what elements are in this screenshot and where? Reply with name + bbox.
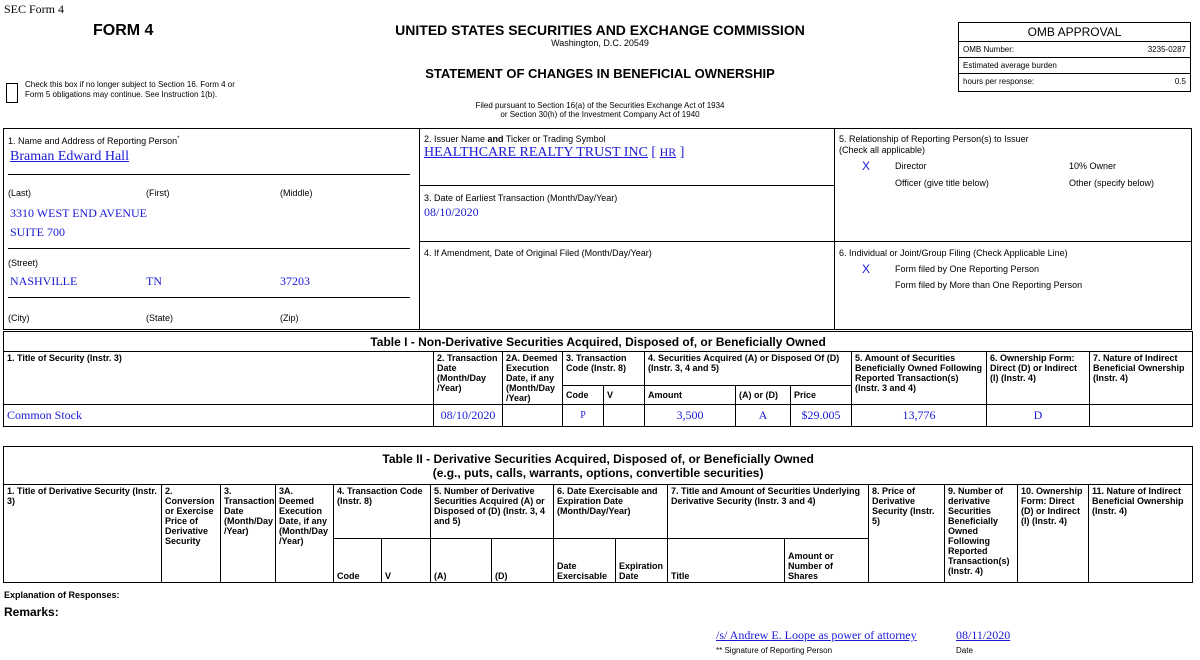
last-label: (Last) — [8, 188, 32, 198]
signature-label: ** Signature of Reporting Person — [716, 646, 833, 655]
state-value: TN — [146, 274, 162, 288]
signature-date: 08/11/2020 — [956, 628, 1011, 642]
t1-price-cell — [791, 405, 852, 427]
table-row — [4, 405, 1193, 427]
t2-h3a: 3A. Deemed Execution Date, if any (Month/Day /Year) — [276, 485, 334, 583]
t2-d-header: (D) — [492, 539, 554, 583]
t1-h2: 2. Transaction Date (Month/Day /Year) — [434, 352, 503, 405]
middle-label: (Middle) — [280, 188, 313, 198]
omb-hours-label: hours per response: — [963, 77, 1035, 86]
t1-amount-cell — [645, 405, 736, 427]
zip-value: 37203 — [280, 274, 310, 288]
t2-h2: 2. Conversion or Exercise Price of Derivative Security — [162, 485, 221, 583]
street-label: (Street) — [8, 258, 39, 268]
box2-label — [424, 134, 606, 145]
omb-number-row — [959, 41, 1190, 57]
box6-label: 6. Individual or Joint/Group Filing (Check Applicable Line) — [839, 248, 1068, 258]
t1-security-cell — [4, 405, 434, 427]
t2-h10: 10. Ownership Form: Direct (D) or Indirect (I) (Instr. 4) — [1018, 485, 1089, 583]
t1-form-cell — [987, 405, 1090, 427]
box1-label — [8, 134, 179, 147]
t2-h4: 4. Transaction Code (Instr. 8) — [334, 485, 431, 539]
omb-number-label: OMB Number: — [963, 45, 1015, 54]
t1-amount: 3,500 — [676, 408, 704, 422]
t1-date: 08/10/2020 — [440, 408, 496, 422]
box1-label-text: 1. Name and Address of Reporting Person — [8, 136, 178, 146]
explanation-label: Explanation of Responses: — [4, 590, 120, 600]
director-checkmark: X — [862, 159, 871, 173]
omb-approval-box — [958, 22, 1191, 92]
box4-label: 4. If Amendment, Date of Original Filed (Month/Day/Year) — [424, 248, 652, 258]
filed-line-2: or Section 30(h) of the Investment Company Act of 1940 — [500, 110, 700, 119]
filed-line-1: Filed pursuant to Section 16(a) of the Securities Exchange Act of 1934 — [475, 101, 725, 110]
t2-h3: 3. Transaction Date (Month/Day /Year) — [221, 485, 276, 583]
t1-v-cell — [604, 405, 645, 427]
omb-burden-row — [959, 57, 1190, 73]
t1-code-header: Code — [563, 386, 604, 405]
ticker-link[interactable]: HR — [659, 145, 677, 159]
t2-amount-shares-header: Amount or Number of Shares — [785, 539, 869, 583]
form-title: FORM 4 — [93, 22, 154, 39]
t1-aord: A — [758, 408, 768, 422]
t1-date-cell — [434, 405, 503, 427]
zip-label: (Zip) — [280, 313, 299, 323]
signature-link[interactable]: /s/ Andrew E. Loope as power of attorney — [716, 628, 917, 642]
issuer-line — [424, 145, 684, 161]
t1-h7: 7. Nature of Indirect Beneficial Ownership (Instr. 4) — [1090, 352, 1193, 405]
t1-h1: 1. Title of Security (Instr. 3) — [4, 352, 434, 405]
city-value: NASHVILLE — [10, 274, 78, 288]
filing-checkmark: X — [862, 262, 871, 276]
box1-asterisk: * — [177, 136, 180, 142]
t1-h6: 6. Ownership Form: Direct (D) or Indirect (I) (Instr. 4) — [987, 352, 1090, 405]
other-label: Other (specify below) — [1069, 178, 1155, 188]
t1-h4: 4. Securities Acquired (A) or Disposed Of (D) (Instr. 3, 4 and 5) — [645, 352, 852, 386]
commission-location: Washington, D.C. 20549 — [551, 38, 649, 48]
t1-code: P — [580, 410, 586, 421]
box2-label-and: and — [487, 134, 504, 144]
t1-price: $29.005 — [801, 408, 841, 422]
table-1 — [3, 331, 1193, 427]
t2-h6: 6. Date Exercisable and Expiration Date (Month/Day/Year) — [554, 485, 668, 539]
t2-h5: 5. Number of Derivative Securities Acquired (A) or Disposed of (D) (Instr. 3, 4 and 5) — [431, 485, 554, 539]
t2-expiration-header: Expiration Date — [616, 539, 668, 583]
t1-nature-cell — [1090, 405, 1193, 427]
t1-deemed-cell — [503, 405, 563, 427]
box3-label: 3. Date of Earliest Transaction (Month/Day/Year) — [424, 193, 618, 203]
table-2 — [3, 446, 1193, 583]
t1-h2a: 2A. Deemed Execution Date, if any (Month/Day /Year) — [503, 352, 563, 405]
omb-number-value: 3235-0287 — [1147, 45, 1186, 54]
director-label: Director — [895, 161, 927, 171]
t1-form: D — [1033, 408, 1043, 422]
t2-h11: 11. Nature of Indirect Beneficial Ownership (Instr. 4) — [1089, 485, 1193, 583]
t2-a-header: (A) — [431, 539, 492, 583]
address-line-2: SUITE 700 — [10, 225, 65, 239]
box5-sub: (Check all applicable) — [839, 145, 926, 155]
commission-title: UNITED STATES SECURITIES AND EXCHANGE COMMISSION — [395, 22, 805, 38]
remarks-label: Remarks: — [4, 605, 59, 619]
t1-v-header: V — [604, 386, 645, 405]
omb-burden-label: Estimated average burden — [963, 61, 1057, 70]
t1-amount-header: Amount — [645, 386, 736, 405]
t1-aord-cell — [736, 405, 791, 427]
t2-h9: 9. Number of derivative Securities Beneficially Owned Following Reported Transaction(s) (Instr. 4) — [945, 485, 1018, 583]
t2-date-exercisable-header: Date Exercisable — [554, 539, 616, 583]
earliest-transaction-date: 08/10/2020 — [424, 205, 479, 219]
t2-v-header: V — [382, 539, 431, 583]
box5-label: 5. Relationship of Reporting Person(s) to Issuer — [839, 134, 1029, 144]
address-line-1: 3310 WEST END AVENUE — [10, 206, 148, 220]
t1-h5: 5. Amount of Securities Beneficially Owned Following Reported Transaction(s) (Instr. 3 and 4) — [852, 352, 987, 405]
t2-h7: 7. Title and Amount of Securities Underlying Derivative Security (Instr. 3 and 4) — [668, 485, 869, 539]
omb-hours-value: 0.5 — [1174, 77, 1186, 86]
ticker-bracket-open: [ — [651, 145, 657, 160]
t2-title-header: Title — [668, 539, 785, 583]
filing-more-label: Form filed by More than One Reporting Person — [895, 280, 1083, 290]
t1-price-header: Price — [791, 386, 852, 405]
t1-h3: 3. Transaction Code (Instr. 8) — [563, 352, 645, 386]
t1-code-cell — [563, 405, 604, 427]
issuer-name-link[interactable]: HEALTHCARE REALTY TRUST INC — [424, 145, 648, 160]
t1-owned-cell — [852, 405, 987, 427]
section16-checkbox[interactable] — [6, 83, 18, 103]
box2-label-prefix: 2. Issuer Name — [424, 134, 488, 144]
ticker-bracket-close: ] — [679, 145, 685, 160]
city-label: (City) — [8, 313, 30, 323]
box2-label-suffix: Ticker or Trading Symbol — [503, 134, 606, 144]
t2-h8: 8. Price of Derivative Security (Instr. 5) — [869, 485, 945, 583]
t2-code-header: Code — [334, 539, 382, 583]
t1-aord-header: (A) or (D) — [736, 386, 791, 405]
section16-text: Check this box if no longer subject to Section 16. Form 4 or Form 5 obligations may continue. See Instruction 1(b). — [25, 80, 235, 99]
t2-h1: 1. Title of Derivative Security (Instr. 3) — [4, 485, 162, 583]
table2-title-line2: (e.g., puts, calls, warrants, options, convertible securities) — [432, 465, 764, 480]
first-label: (First) — [146, 188, 170, 198]
t1-security: Common Stock — [7, 408, 83, 422]
sec-form-label: SEC Form 4 — [4, 2, 65, 16]
t1-owned: 13,776 — [902, 408, 936, 422]
table2-title — [4, 447, 1193, 485]
statement-title: STATEMENT OF CHANGES IN BENEFICIAL OWNERSHIP — [425, 66, 775, 81]
omb-title: OMB APPROVAL — [1027, 25, 1122, 39]
table1-title: Table I - Non-Derivative Securities Acquired, Disposed of, or Beneficially Owned — [4, 332, 1193, 352]
ten-pct-owner-label: 10% Owner — [1069, 161, 1117, 171]
filing-one-label: Form filed by One Reporting Person — [895, 264, 1040, 274]
omb-hours-row — [959, 73, 1190, 89]
reporting-person-name-link[interactable]: Braman Edward Hall — [10, 149, 129, 164]
table2-title-line1: Table II - Derivative Securities Acquired, Disposed of, or Beneficially Owned — [382, 451, 814, 466]
state-label: (State) — [146, 313, 174, 323]
officer-label: Officer (give title below) — [895, 178, 989, 188]
filed-pursuant — [340, 101, 860, 119]
date-label: Date — [956, 646, 973, 655]
